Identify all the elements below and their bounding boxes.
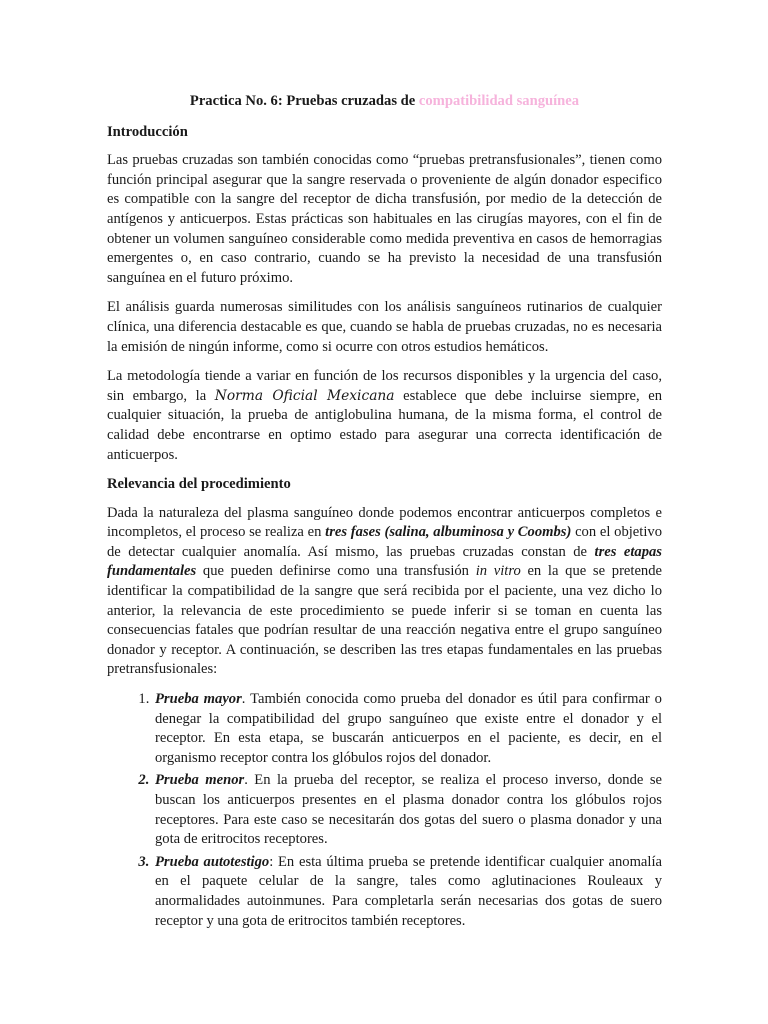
section-heading-relevancia: Relevancia del procedimiento bbox=[107, 476, 291, 493]
title-highlight: compatibilidad sanguínea bbox=[418, 93, 580, 109]
intro-paragraph-1: Las pruebas cruzadas son también conocidas como “pruebas pretransfusionales”, tienen como función principal asegurar que la sangre reservada o proveniente de algún donador especifico es compatible con la sangre del receptor de dicha transfusión, por medio de la detección de antígenos y anticuerpos. Estas prácticas son habituales en las cirugías mayores, con el fin de obtener un volumen sanguíneo considerable como medida preventiva en casos de hemorragias emergentes o, en caso contrario, cuando se ha previsto la necesidad de una transfusión sanguínea en el futuro próximo. bbox=[107, 152, 662, 286]
list-item-term: Prueba mayor bbox=[155, 691, 242, 708]
text-run: en la que se pretende identificar la compatibilidad de la sangre que será recibida por el paciente, una vez dicho lo anterior, la relevancia de este procedimiento se puede inferir si se toman en cuenta las consecuencias fatales que podrían resultar de una reacción negativa entre el grupo sanguíneo donador y receptor. A continuación, se describen las tres etapas fundamentales en las pruebas pretransfusionales: bbox=[107, 563, 663, 678]
fases-emphasis: tres fases (salina, albuminosa y Coombs) bbox=[325, 524, 572, 541]
title-prefix: Practica No. 6: Pruebas cruzadas de bbox=[189, 93, 419, 109]
text-run: que pueden definirse como una transfusión bbox=[196, 563, 476, 580]
norma-emphasis: Norma Oficial Mexicana bbox=[214, 387, 395, 404]
list-item bbox=[153, 690, 662, 768]
text-run: establece que debe incluirse siempre, en cualquier situación, la prueba de antiglobulina humana, de la misma forma, el control de calidad debe encontrarse en optimo estado para asegurar una correcta identificación de anticuerpos. bbox=[107, 387, 662, 463]
relevancia-paragraph bbox=[107, 504, 662, 680]
list-item-text: : En esta última prueba se pretende identificar cualquier anomalía en el paquete celular de la sangre, tales como aglutinaciones Rouleaux y anormalidades autoinmunes. Para completarla serán necesarias dos gotas de suero receptor y una gota de eritrocitos también receptores. bbox=[155, 853, 662, 929]
intro-paragraph-2: El análisis guarda numerosas similitudes con los análisis sanguíneos rutinarios de cualquier clínica, una diferencia destacable es que, cuando se habla de pruebas cruzadas, no es necesaria la emisión de ningún informe, como si ocurre con otros estudios hemáticos. bbox=[107, 299, 662, 355]
list-item-text: . En la prueba del receptor, se realiza el proceso inverso, donde se buscan los anticuerpos presentes en el plasma donador contra los glóbulos rojos receptores. Para este caso se necesitarán dos gotas del suero o plasma donador y una gota de eritrocitos receptores. bbox=[155, 772, 662, 848]
etapas-emphasis: tres etapas fundamentales bbox=[107, 543, 662, 580]
section-heading-introduccion: Introducción bbox=[107, 123, 188, 140]
list-item-term: Prueba menor bbox=[155, 772, 245, 789]
etapas-list bbox=[107, 690, 662, 931]
text-run: La metodología tiende a variar en función de los recursos disponibles y la urgencia del caso, sin embargo, la bbox=[107, 368, 662, 404]
document-title bbox=[107, 92, 662, 112]
list-item bbox=[153, 771, 662, 849]
list-item-text: . También conocida como prueba del donador es útil para confirmar o denegar la compatibilidad del grupo sanguíneo que existe entre el donador y el receptor. En esta etapa, se buscarán anticuerpos en el paciente, es decir, en el organismo receptor contra los glóbulos rojos del donador. bbox=[155, 691, 662, 766]
text-run: Dada la naturaleza del plasma sanguíneo donde podemos encontrar anticuerpos completos e incompletos, el proceso se realiza en bbox=[107, 504, 662, 541]
list-item-term: Prueba autotestigo bbox=[155, 853, 270, 870]
in-vitro-emphasis: in vitro bbox=[475, 563, 521, 580]
text-run: con el objetivo de detectar cualquier anomalía. Así mismo, las pruebas cruzadas constan de bbox=[107, 524, 662, 560]
list-item bbox=[153, 853, 662, 931]
intro-paragraph-3 bbox=[107, 367, 662, 465]
